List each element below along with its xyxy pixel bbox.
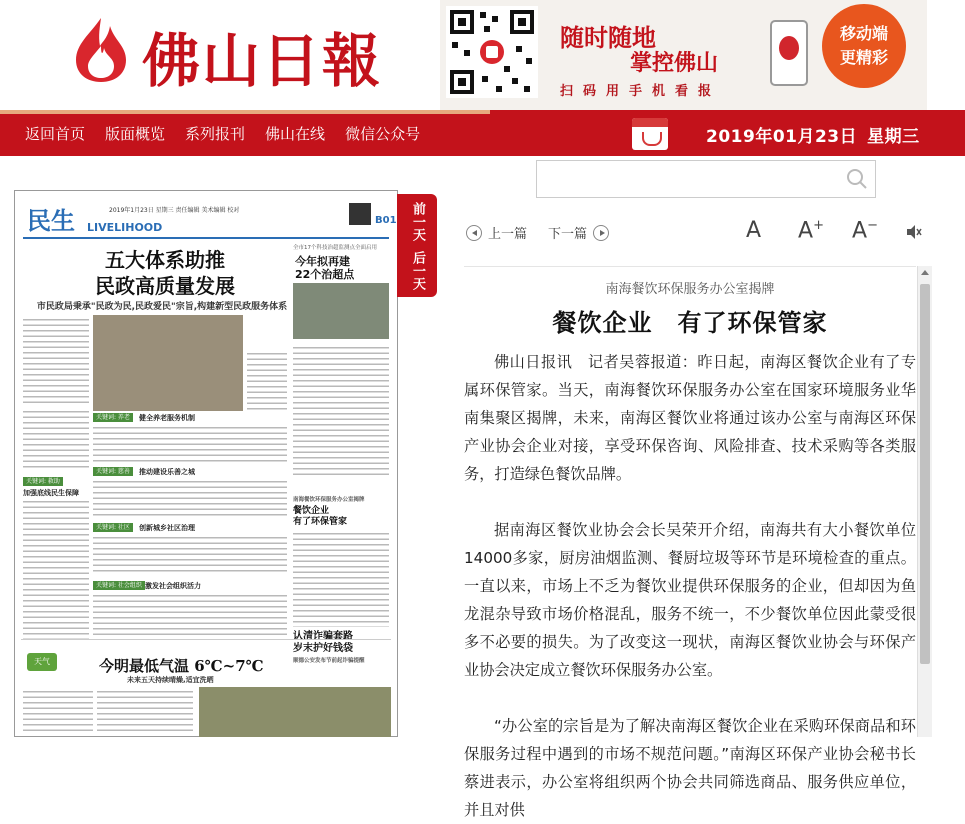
np-text-block [23, 317, 89, 407]
font-increase-letter: A [798, 218, 814, 244]
np-photo-road [293, 283, 389, 339]
mobile-badge [822, 4, 906, 88]
np-keyword-bar: 关键词: 养老 [93, 413, 133, 422]
date-text: 2019年01月23日 [706, 127, 858, 147]
nav-highlight-line [0, 110, 490, 114]
np-weather-subtitle: 未来五天持续晴燥,适宜洗晒 [127, 676, 214, 684]
search-box[interactable] [536, 160, 876, 198]
np-right-title1: 今年拟再建 [295, 255, 350, 268]
day-switch-tab [397, 194, 437, 297]
article-subtitle: 南海餐饮环保服务办公室揭牌 [605, 282, 775, 297]
plus-sign: + [813, 218, 824, 233]
np-side-title2: 有了环保管家 [293, 517, 348, 527]
minus-sign: − [867, 218, 878, 233]
article-title: 餐饮企业 有了环保管家 [552, 309, 828, 337]
article-toolbar [466, 218, 926, 248]
np-keyword-bar: 关键词: 慈善 [93, 467, 133, 476]
prev-day-link[interactable] [397, 194, 437, 247]
logo-flame-icon [70, 16, 132, 84]
np-side-title1: 餐饮企业 [293, 506, 330, 516]
np-text-block [93, 535, 287, 575]
font-decrease-letter: A [852, 218, 868, 244]
font-increase-button[interactable] [798, 218, 824, 243]
nav-foshan-online[interactable]: 佛山在线 [265, 124, 326, 143]
search-icon[interactable] [845, 167, 869, 191]
np-text-block [97, 689, 193, 735]
logo-text: 佛山日報 [142, 27, 383, 95]
prev-day-label: 前一天 [410, 202, 425, 241]
np-keyword-title: 推动建设乐善之城 [139, 468, 195, 476]
app-promo-banner[interactable] [440, 0, 927, 110]
banner-line-2: 掌控佛山 [630, 50, 719, 76]
calendar-icon[interactable] [632, 118, 668, 150]
article-paragraph: 佛山日报讯 记者吴蓉报道：昨日起，南海区餐饮企业有了专属环保管家。当天，南海餐饮环保服务办公室在国家环境服务业华南集聚区揭牌，未来，南海区餐饮业将通过该办公室与南海区环保产业协会企业对接，享受环保咨询、风险排查、技术采购等各类服务，打造绿色餐饮品牌。 [464, 353, 916, 483]
np-text-block [23, 499, 89, 639]
np-headline[interactable] [45, 247, 285, 299]
newspaper-page[interactable] [14, 190, 398, 737]
np-headline-line1: 五大体系助推 [105, 248, 225, 272]
font-decrease-button[interactable] [852, 218, 878, 243]
np-side2-title1: 认清诈骗套路 [293, 631, 353, 642]
banner-line-1: 随时随地 [560, 23, 656, 52]
nav-links [25, 110, 420, 156]
np-section-en: LIVELIHOOD [87, 221, 163, 234]
np-section-title: 民生 [27, 206, 75, 235]
masthead [0, 0, 965, 110]
np-text-block [247, 351, 287, 411]
np-qr-icon [349, 203, 371, 225]
nav-series[interactable]: 系列报刊 [185, 124, 246, 143]
next-article-label: 下一篇 [548, 227, 588, 242]
np-text-block [93, 425, 287, 465]
np-text-block [93, 479, 287, 519]
np-keyword-title: 健全养老服务机制 [139, 414, 195, 422]
np-subheadline: 市民政局秉承"民政为民,民政爱民"宗旨,构建新型民政服务体系 [36, 302, 288, 312]
np-weather-title[interactable]: 今明最低气温 6℃~7℃ [99, 657, 264, 675]
nav-page-overview[interactable]: 版面概览 [105, 124, 166, 143]
np-side2-title2: 岁末护好钱袋 [293, 643, 353, 654]
np-keyword-title: 创新城乡社区治理 [139, 524, 195, 532]
np-keyword-bar: 关键词: 救助 [23, 477, 63, 486]
np-text-block [93, 593, 287, 635]
np-keyword-title: 加强底线民生保障 [23, 489, 79, 497]
next-day-label: 后一天 [410, 251, 425, 290]
scroll-up-arrow-icon[interactable] [921, 270, 929, 275]
np-info: 2019年1月23日 星期三 责任编辑 美术编辑 校对 [109, 207, 240, 214]
np-text-block [293, 345, 389, 475]
np-weather-badge: 天气 [27, 653, 57, 671]
speaker-icon[interactable] [906, 224, 922, 240]
prev-arrow-icon [466, 225, 482, 241]
np-header [23, 201, 397, 239]
np-text-block [23, 689, 93, 735]
nav-home[interactable]: 返回首页 [25, 124, 86, 143]
article-body [464, 348, 916, 824]
np-kicker-right: 全市17个科技治超监测点全面启用 [293, 245, 377, 251]
article-paragraph: “办公室的宗旨是为了解决南海区餐饮企业在采购环保商品和环保服务过程中遇到的市场不规范问题。”南海区环保产业协会秘书长蔡进表示，办公室将组织两个协会共同筛选商品、服务供应单位，并且对供 [464, 717, 916, 819]
article-paragraph: 据南海区餐饮业协会会长吴荣开介绍，南海共有大小餐饮单位14000多家，厨房油烟监测、餐厨垃圾等环节是环境检查的重点。一直以来，市场上不乏为餐饮业提供环保服务的企业，但却因为鱼龙混杂导致市场价格混乱，服务不统一，不少餐饮单位因此蒙受很多不必要的损失。为了改变这一现状，南海区餐饮业协会与环保产业协会决定成立餐饮环保服务办公室。 [464, 521, 916, 679]
next-arrow-icon [593, 225, 609, 241]
font-default-button[interactable]: A [746, 218, 762, 243]
badge-line-2: 更精彩 [839, 48, 888, 67]
np-keyword-bar: 关键词: 社区 [93, 523, 133, 532]
np-headline-line2: 民政高质量发展 [95, 274, 235, 298]
next-article-button[interactable] [548, 223, 609, 242]
np-keyword-bar: 关键词: 社会组织 [93, 581, 145, 590]
qr-code-icon [446, 6, 538, 98]
np-right-title2: 22个治超点 [295, 268, 355, 281]
scroll-thumb[interactable] [920, 284, 930, 664]
prev-article-label: 上一篇 [488, 227, 528, 242]
phone-icon [770, 20, 808, 86]
article-content [464, 266, 916, 819]
np-photo-weather [199, 687, 391, 737]
np-text-block [23, 409, 89, 469]
np-keyword-title: 激发社会组织活力 [145, 582, 201, 590]
article-scrollbar[interactable] [917, 266, 932, 737]
np-page-number: B01 [375, 215, 397, 226]
prev-article-button[interactable] [466, 223, 527, 242]
np-right-headline[interactable] [295, 255, 354, 281]
weekday-text: 星期三 [867, 127, 920, 147]
np-photo-elderly [93, 315, 243, 411]
np-side2-sub: 顺德公安发布节前起诈骗提醒 [293, 658, 365, 664]
next-day-link[interactable] [397, 247, 437, 296]
main-nav [0, 110, 965, 156]
nav-wechat[interactable]: 微信公众号 [345, 124, 421, 143]
np-side-article[interactable] [293, 495, 365, 528]
np-text-block [293, 531, 389, 627]
badge-line-1: 移动端 [839, 24, 888, 43]
np-side-kicker: 南海餐饮环保服务办公室揭牌 [293, 497, 365, 503]
banner-line-3: 扫码用手机看报 [560, 84, 722, 99]
date-display [706, 122, 920, 147]
